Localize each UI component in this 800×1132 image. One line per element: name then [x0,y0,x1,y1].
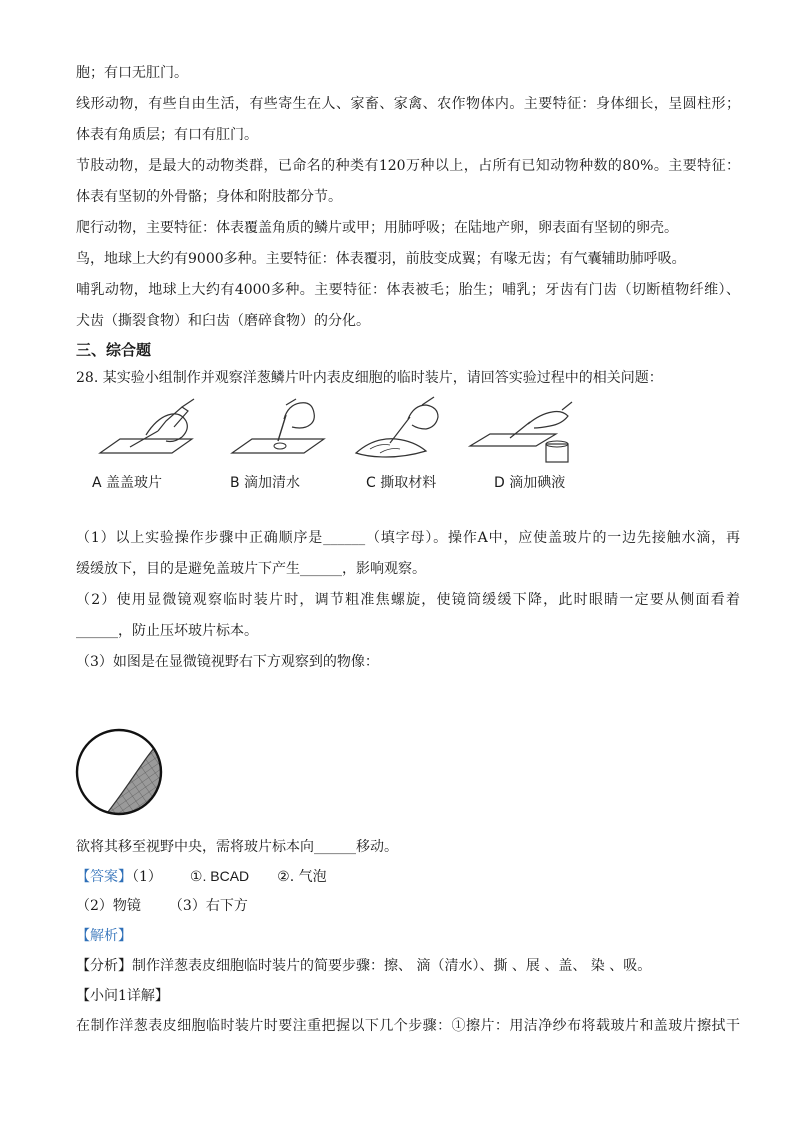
question-2-line-2: ______，防止压坏玻片标本。 [76,623,258,639]
question-3-line-2: 欲将其移至视野中央，需将玻片标本向______移动。 [76,839,398,855]
answer-part-3: （3）右下方 [168,898,248,914]
question-2-line-1: （2）使用显微镜观察临时装片时，调节粗准焦螺旋，使镜筒缓缓下降，此时眼睛一定要从侧面看着 [76,592,740,608]
answer-label: 【答案】 [76,869,132,885]
analysis-line [76,956,740,976]
figure-a-illustration [96,395,206,467]
question-3-line-1: （3）如图是在显微镜视野右下方观察到的物像： [76,654,379,670]
answer-line-1 [76,866,740,887]
analysis-label: 【解析】 [76,928,132,944]
figure-a-caption: A 盖盖玻片 [92,475,163,491]
figure-d-illustration [466,400,576,466]
analysis-tag: 【分析】 [76,958,132,974]
figure-b-caption: B 滴加清水 [230,475,301,491]
answer-line-2 [76,896,740,916]
text-line-2: 线形动物，有些自由生活，有些寄生在人、家畜、家禽、农作物体内。主要特征：身体细长，呈圆柱形； [76,96,740,112]
figure-d-caption: D 滴加碘液 [494,475,566,491]
text-line-9: 犬齿（撕裂食物）和臼齿（磨碎食物）的分化。 [76,313,370,329]
text-line-4: 节肢动物，是最大的动物类群，已命名的种类有120万种以上，占所有已知动物种数的80%。主要特征： [76,158,740,174]
text-line-6: 爬行动物，主要特征：体表覆盖角质的鳞片或甲；用肺呼吸；在陆地产卵，卵表面有坚韧的卵壳。 [76,220,678,236]
section-title: 三、综合题 [76,341,152,359]
figure-c-illustration [350,395,460,467]
text-line-5: 体表有坚韧的外骨骼；身体和附肢都分节。 [76,189,342,205]
sub-question-1-label: 【小问1详解】 [76,988,169,1004]
text-line-3: 体表有角质层；有口有肛门。 [76,127,258,143]
figure-b-illustration [228,395,338,467]
answer-part-1: （1） [132,869,162,885]
analysis-text: 制作洋葱表皮细胞临时装片的简要步骤：擦、 滴（清水）、撕 、展 、盖、 染 、吸。 [132,958,652,974]
answer-1-value: ①. BCAD [189,868,250,884]
question-1-line-2: 缓缓放下，目的是避免盖玻片下产生______，影响观察。 [76,561,426,577]
text-line-8: 哺乳动物，地球上大约有4000多种。主要特征：体表被毛；胎生；哺乳；牙齿有门齿（切断植物纤维）、 [76,282,740,298]
figure-c-caption: C 撕取材料 [366,475,437,491]
text-line-7: 鸟，地球上大约有9000多种。主要特征：体表覆羽，前肢变成翼；有喙无齿；有气囊辅助肺呼吸。 [76,251,686,267]
question-stem: 28. 某实验小组制作并观察洋葱鳞片叶内表皮细胞的临时装片，请回答实验过程中的相关问题： [76,370,663,386]
answer-2-value: ②. 气泡 [277,869,327,885]
microscope-field-image [74,727,164,817]
answer-part-2: （2）物镜 [76,898,141,914]
analysis-detail-line: 在制作洋葱表皮细胞临时装片时要注重把握以下几个步骤：①擦片：用洁净纱布将载玻片和盖玻片擦拭干 [76,1018,740,1034]
text-line-1: 胞；有口无肛门。 [76,65,188,81]
question-1-line-1: （1）以上实验操作步骤中正确顺序是______（填字母）。操作A中，应使盖玻片的一边先接触水滴，再 [76,530,740,546]
